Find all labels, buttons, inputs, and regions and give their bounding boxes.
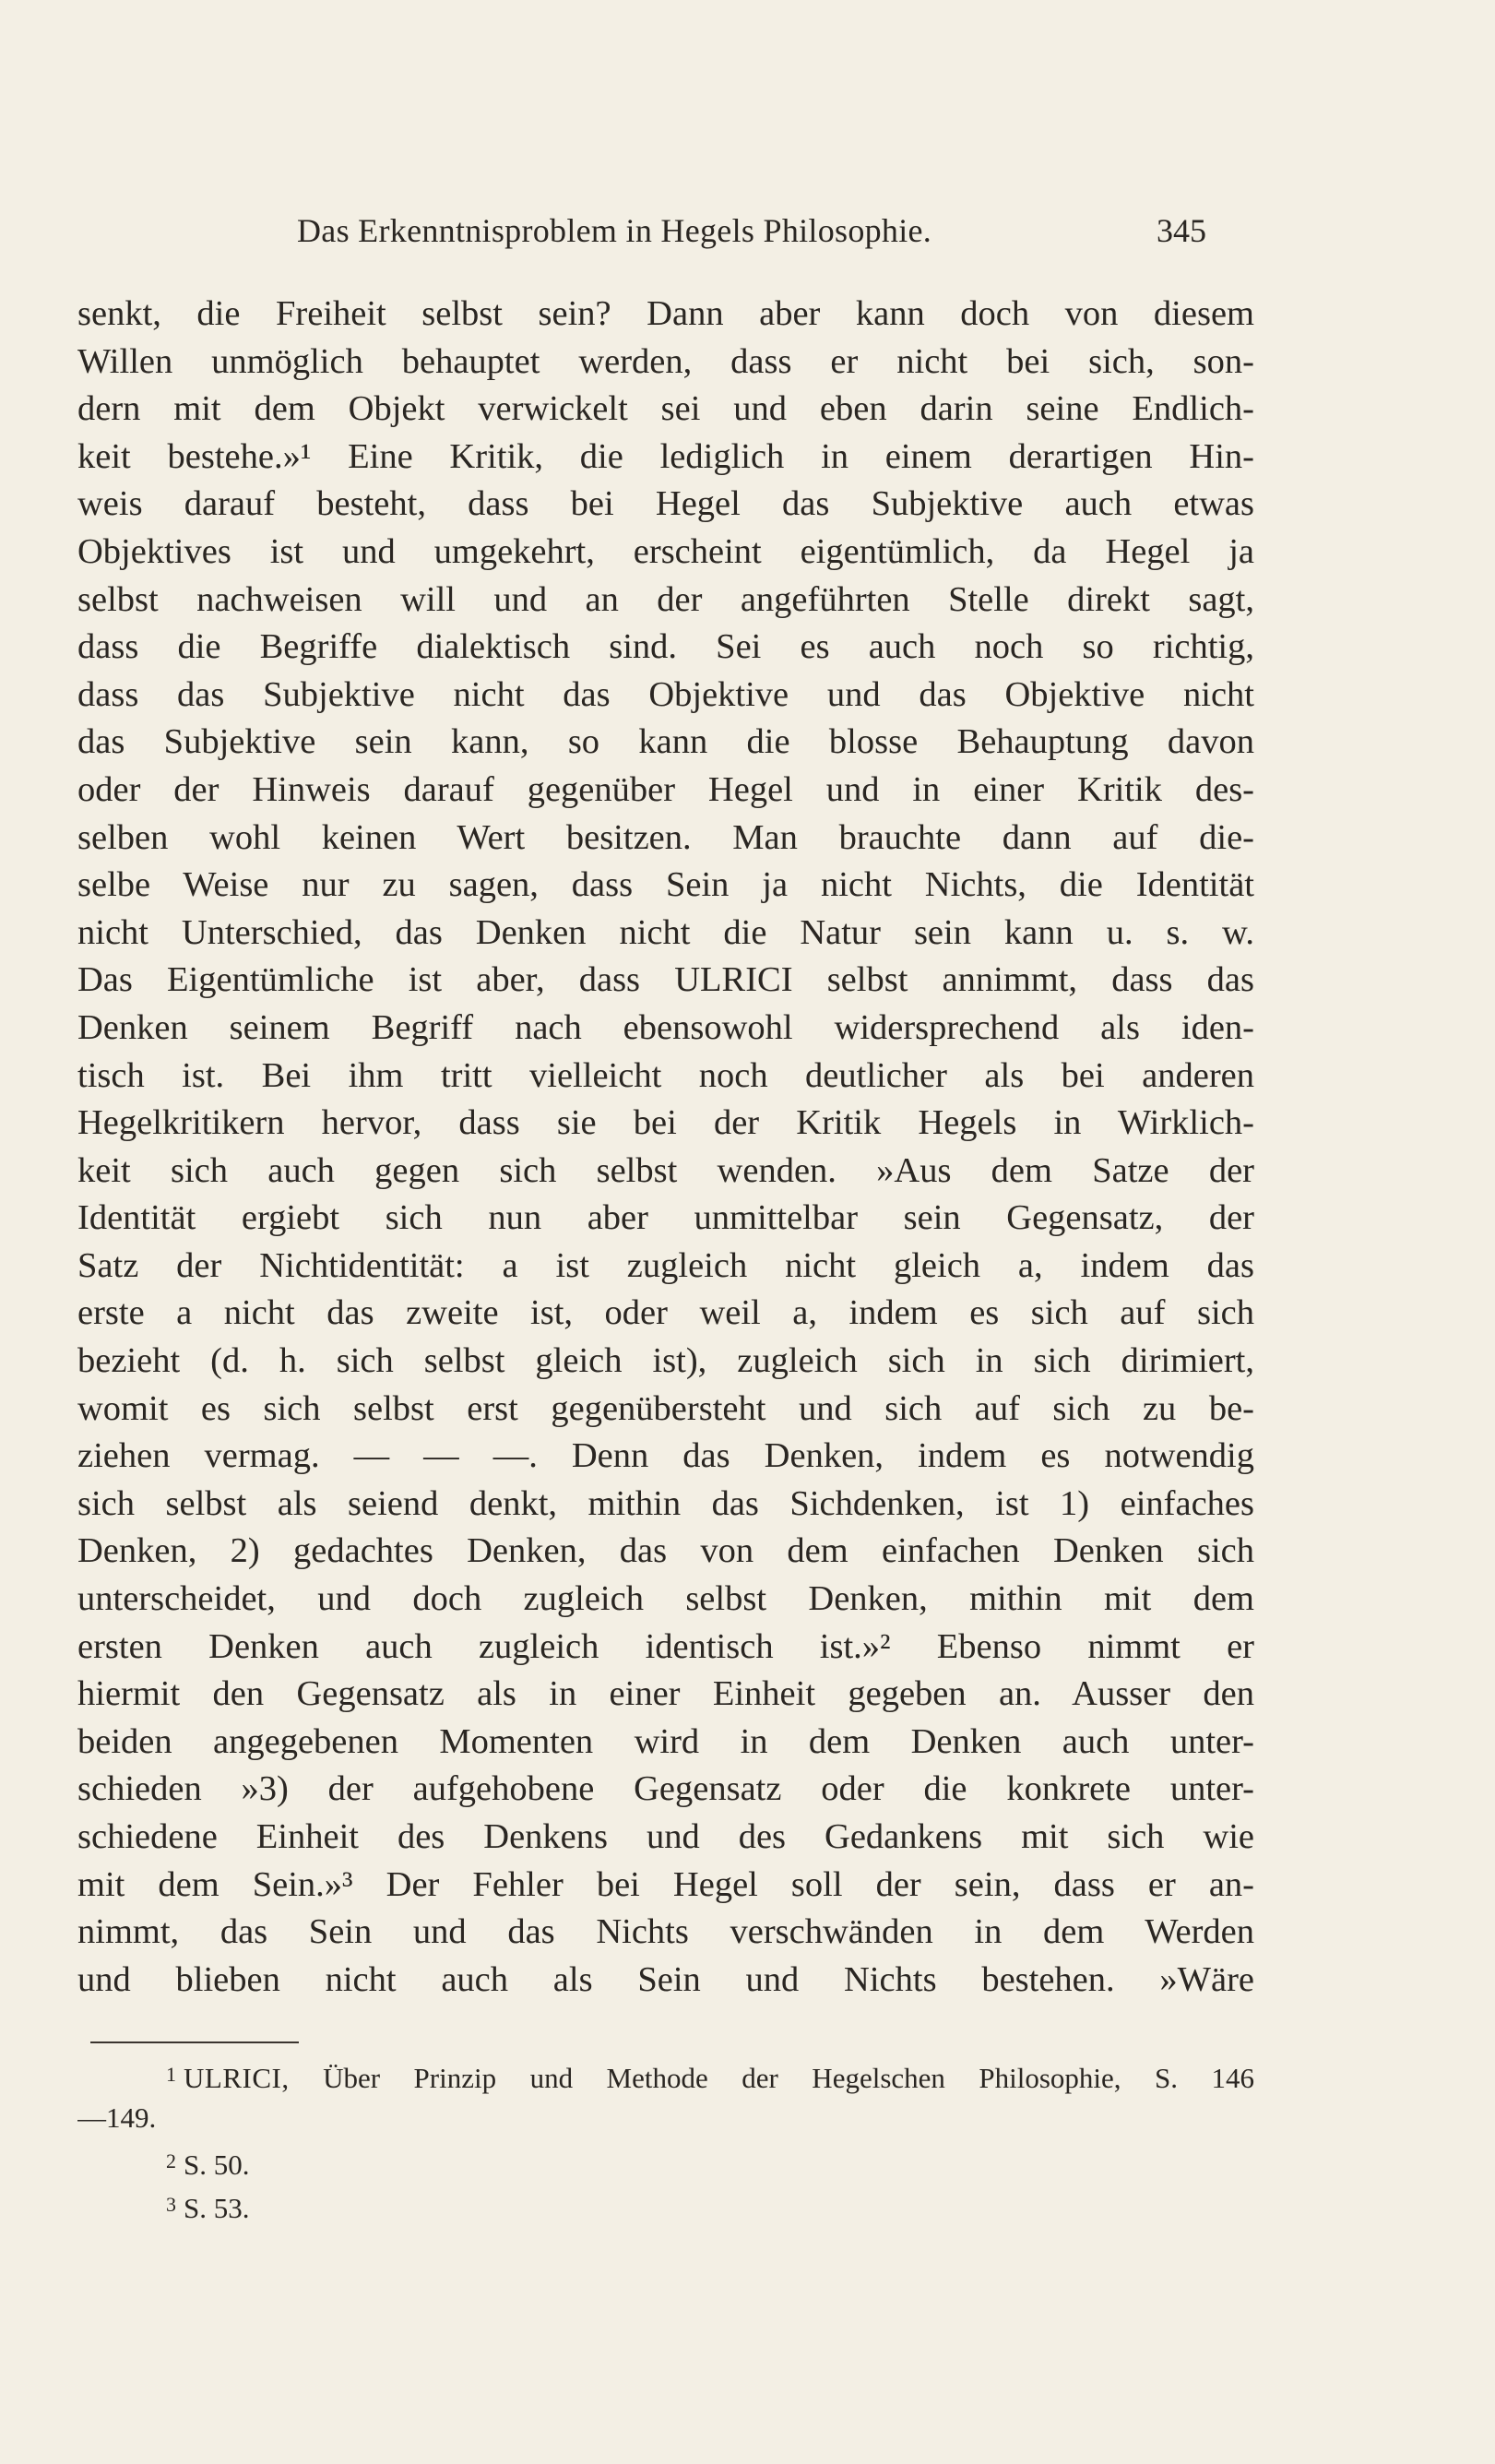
footnote-text: Über Prinzip und Methode der Hegelschen Philosophie, S. 146 bbox=[323, 2062, 1254, 2094]
footnote-number: 1 bbox=[166, 2063, 176, 2086]
body-text bbox=[77, 291, 1254, 2004]
text-line: selben wohl keinen Wert besitzen. Man brauchte dann auf die- bbox=[77, 817, 1254, 857]
footnote-text: S. 50. bbox=[184, 2149, 250, 2181]
footnote-divider bbox=[90, 2041, 299, 2043]
footnote-1 bbox=[77, 2053, 1254, 2096]
text-line: Hegelkritikern hervor, dass sie bei der Kritik Hegels in Wirklich- bbox=[77, 1103, 1254, 1143]
text-line: hiermit den Gegensatz als in einer Einheit gegeben an. Ausser den bbox=[77, 1674, 1254, 1714]
text-line: nimmt, das Sein und das Nichts verschwänden in dem Werden bbox=[77, 1912, 1254, 1952]
text-line: bezieht (d. h. sich selbst gleich ist), zugleich sich in sich dirimiert, bbox=[77, 1341, 1254, 1381]
footnote-3 bbox=[77, 2183, 1254, 2226]
text-line: Denken seinem Begriff nach ebensowohl widersprechend als iden- bbox=[77, 1007, 1254, 1047]
text-line: weis darauf besteht, dass bei Hegel das Subjektive auch etwas bbox=[77, 484, 1254, 524]
text-line: selbe Weise nur zu sagen, dass Sein ja nicht Nichts, die Identität bbox=[77, 865, 1254, 905]
text-line: und blieben nicht auch als Sein und Nichts bestehen. »Wäre bbox=[77, 1959, 1254, 1999]
text-line: dass die Begriffe dialektisch sind. Sei es auch noch so richtig, bbox=[77, 627, 1254, 667]
text-line: womit es sich selbst erst gegenübersteht und sich auf sich zu be- bbox=[77, 1388, 1254, 1428]
text-line: sich selbst als seiend denkt, mithin das Sichdenken, ist 1) einfaches bbox=[77, 1483, 1254, 1523]
footnote-author: ULRICI, bbox=[184, 2062, 290, 2094]
text-line: Objektives ist und umgekehrt, erscheint eigentümlich, da Hegel ja bbox=[77, 531, 1254, 571]
page-number: 345 bbox=[1157, 212, 1206, 249]
text-line: dass das Subjektive nicht das Objektive und das Objektive nicht bbox=[77, 674, 1254, 714]
text-line: das Subjektive sein kann, so kann die blosse Behauptung davon bbox=[77, 722, 1254, 762]
text-line: Denken, 2) gedachtes Denken, das von dem einfachen Denken sich bbox=[77, 1531, 1254, 1571]
text-line: Satz der Nichtidentität: a ist zugleich nicht gleich a, indem das bbox=[77, 1245, 1254, 1285]
text-line: unterscheidet, und doch zugleich selbst Denken, mithin mit dem bbox=[77, 1579, 1254, 1619]
text-line: dern mit dem Objekt verwickelt sei und eben darin seine Endlich- bbox=[77, 389, 1254, 429]
text-line: ziehen vermag. — — —. Denn das Denken, indem es notwendig bbox=[77, 1436, 1254, 1476]
text-line: senkt, die Freiheit selbst sein? Dann aber kann doch von diesem bbox=[77, 294, 1254, 333]
text-line: nicht Unterschied, das Denken nicht die Natur sein kann u. s. w. bbox=[77, 912, 1254, 952]
text-line: mit dem Sein.»³ Der Fehler bei Hegel soll der sein, dass er an- bbox=[77, 1864, 1254, 1904]
footnote-1-continuation: —149. bbox=[77, 2101, 157, 2134]
text-line: erste a nicht das zweite ist, oder weil a, indem es sich auf sich bbox=[77, 1293, 1254, 1333]
text-line: Identität ergiebt sich nun aber unmittelbar sein Gegensatz, der bbox=[77, 1198, 1254, 1238]
text-line: Das Eigentümliche ist aber, dass ULRICI selbst annimmt, dass das bbox=[77, 960, 1254, 1000]
footnote-text: S. 53. bbox=[184, 2192, 250, 2224]
text-line: ersten Denken auch zugleich identisch ist.»² Ebenso nimmt er bbox=[77, 1626, 1254, 1666]
footnote-number: 2 bbox=[166, 2149, 176, 2172]
text-line: keit bestehe.»¹ Eine Kritik, die lediglich in einem derartigen Hin- bbox=[77, 436, 1254, 476]
text-line: keit sich auch gegen sich selbst wenden. »Aus dem Satze der bbox=[77, 1150, 1254, 1190]
text-line: tisch ist. Bei ihm tritt vielleicht noch deutlicher als bei anderen bbox=[77, 1055, 1254, 1095]
text-line: selbst nachweisen will und an der angeführten Stelle direkt sagt, bbox=[77, 579, 1254, 619]
text-line: oder der Hinweis darauf gegenüber Hegel und in einer Kritik des- bbox=[77, 769, 1254, 809]
footnote-number: 3 bbox=[166, 2193, 176, 2216]
text-line: Willen unmöglich behauptet werden, dass er nicht bei sich, son- bbox=[77, 341, 1254, 381]
running-head bbox=[297, 205, 1206, 256]
text-line: schiedene Einheit des Denkens und des Gedankens mit sich wie bbox=[77, 1817, 1254, 1856]
text-line: schieden »3) der aufgehobene Gegensatz oder die konkrete unter- bbox=[77, 1769, 1254, 1809]
footnote-2 bbox=[77, 2139, 1254, 2183]
footnotes bbox=[77, 2053, 1254, 2226]
text-line: beiden angegebenen Momenten wird in dem Denken auch unter- bbox=[77, 1721, 1254, 1761]
running-title: Das Erkenntnisproblem in Hegels Philosophie. bbox=[297, 212, 932, 249]
